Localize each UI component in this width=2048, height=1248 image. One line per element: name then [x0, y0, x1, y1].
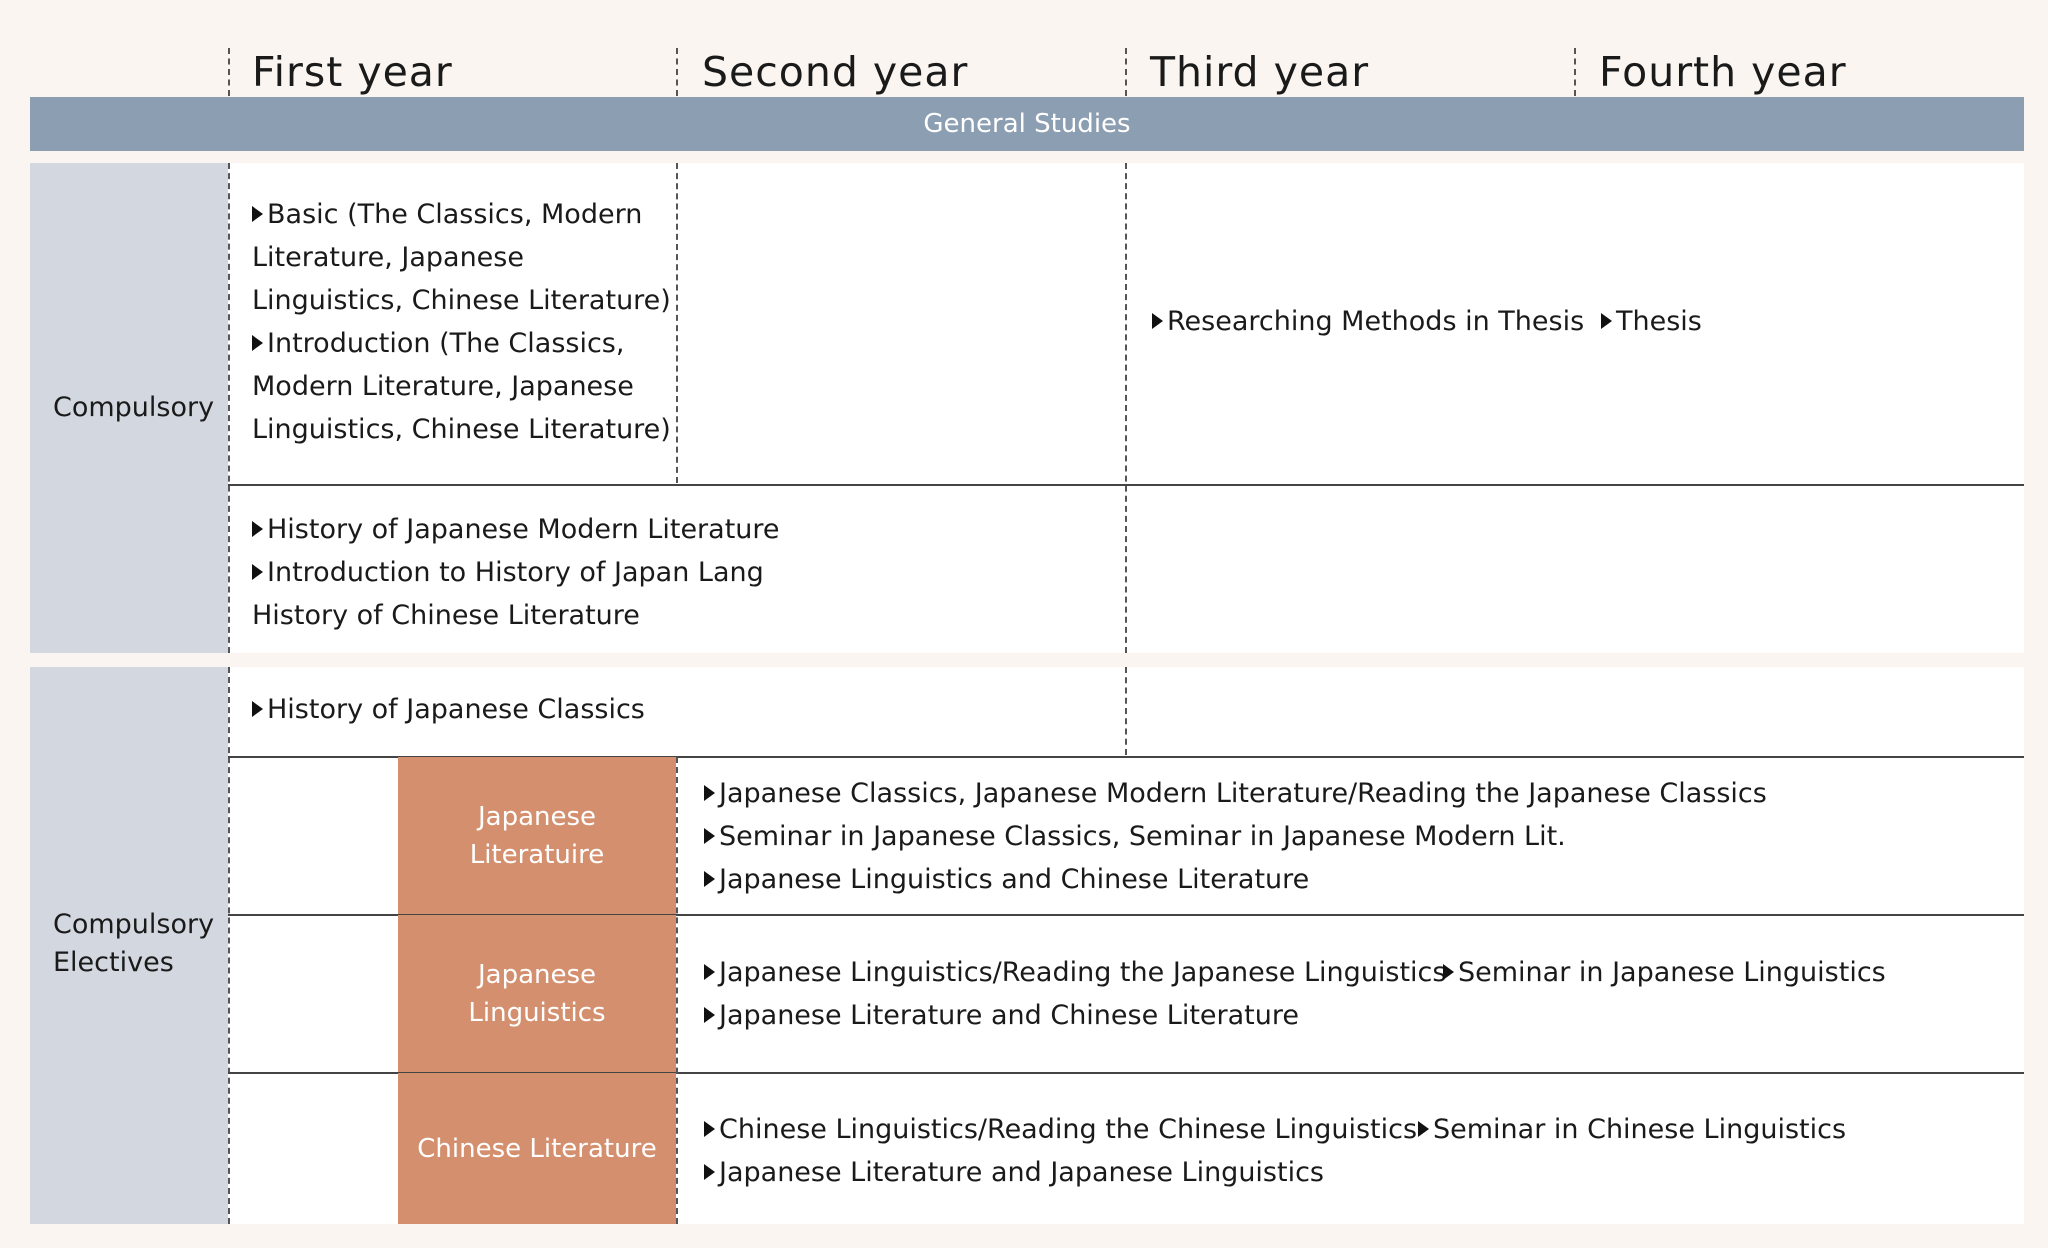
list-item: Seminar in Chinese Linguistics	[1418, 1108, 1846, 1151]
track-label-japanese-literature: Japanese Literatuire	[398, 757, 676, 914]
list-item: Introduction (The Classics, Modern Literature, Japanese Linguistics, Chinese Literature)	[252, 328, 671, 445]
bullet-triangle-icon	[704, 964, 715, 980]
year-header-third: Third year	[1150, 48, 1370, 96]
year-divider	[1125, 48, 1127, 96]
electives-label: Compulsory Electives	[53, 909, 215, 978]
list-item: Researching Methods in Thesis	[1152, 300, 1584, 343]
list-item: Japanese Literature and Chinese Literature	[704, 994, 1299, 1037]
list-item: History of Chinese Literature	[252, 600, 640, 631]
list-item: Thesis	[1601, 300, 1702, 343]
bullet-triangle-icon	[252, 701, 263, 717]
list-item: Japanese Linguistics/Reading the Japanese Linguistics	[704, 951, 1446, 994]
bullet-triangle-icon	[252, 564, 263, 580]
section-border	[228, 163, 230, 653]
general-studies-bar: General Studies	[30, 97, 2024, 151]
list-item: Japanese Literature and Japanese Linguistics	[704, 1151, 1324, 1194]
year-divider	[1125, 667, 1127, 755]
list-item: Japanese Classics, Japanese Modern Literature/Reading the Japanese Classics	[704, 772, 1767, 815]
bullet-triangle-icon	[252, 521, 263, 537]
year-header-fourth: Fourth year	[1599, 48, 1847, 96]
bullet-triangle-icon	[1418, 1121, 1429, 1137]
track-label-japanese-linguistics: Japanese Linguistics	[398, 915, 676, 1072]
track-label-chinese-literature: Chinese Literature	[398, 1073, 676, 1224]
list-item: Basic (The Classics, Modern Literature, Japanese Linguistics, Chinese Literature)	[252, 199, 671, 316]
compulsory-label: Compulsory	[53, 392, 215, 423]
bullet-triangle-icon	[704, 1007, 715, 1023]
section-border	[228, 667, 230, 1224]
list-item: Introduction to History of Japan Lang	[252, 551, 764, 594]
year-divider	[676, 757, 678, 1224]
list-item: Chinese Linguistics/Reading the Chinese Linguistics	[704, 1108, 1417, 1151]
bullet-triangle-icon	[1152, 313, 1163, 329]
bullet-triangle-icon	[704, 1121, 715, 1137]
year-divider	[676, 48, 678, 96]
list-item: Seminar in Japanese Classics, Seminar in Japanese Modern Lit.	[704, 815, 1566, 858]
bullet-triangle-icon	[704, 785, 715, 801]
year-header-first: First year	[252, 48, 453, 96]
bullet-triangle-icon	[704, 1164, 715, 1180]
year-divider	[1574, 48, 1576, 96]
bullet-triangle-icon	[252, 335, 263, 351]
year-header-second: Second year	[702, 48, 969, 96]
bullet-triangle-icon	[1601, 313, 1612, 329]
bullet-triangle-icon	[252, 206, 263, 222]
bullet-triangle-icon	[1443, 964, 1454, 980]
list-item: Japanese Linguistics and Chinese Literature	[704, 858, 1309, 901]
list-item: Seminar in Japanese Linguistics	[1443, 951, 1886, 994]
list-item: History of Japanese Modern Literature	[252, 508, 780, 551]
year-divider	[228, 48, 230, 96]
row-divider	[228, 484, 2024, 486]
list-item: History of Japanese Classics	[252, 688, 645, 731]
bullet-triangle-icon	[704, 871, 715, 887]
year-divider	[1125, 163, 1127, 653]
bullet-triangle-icon	[704, 828, 715, 844]
